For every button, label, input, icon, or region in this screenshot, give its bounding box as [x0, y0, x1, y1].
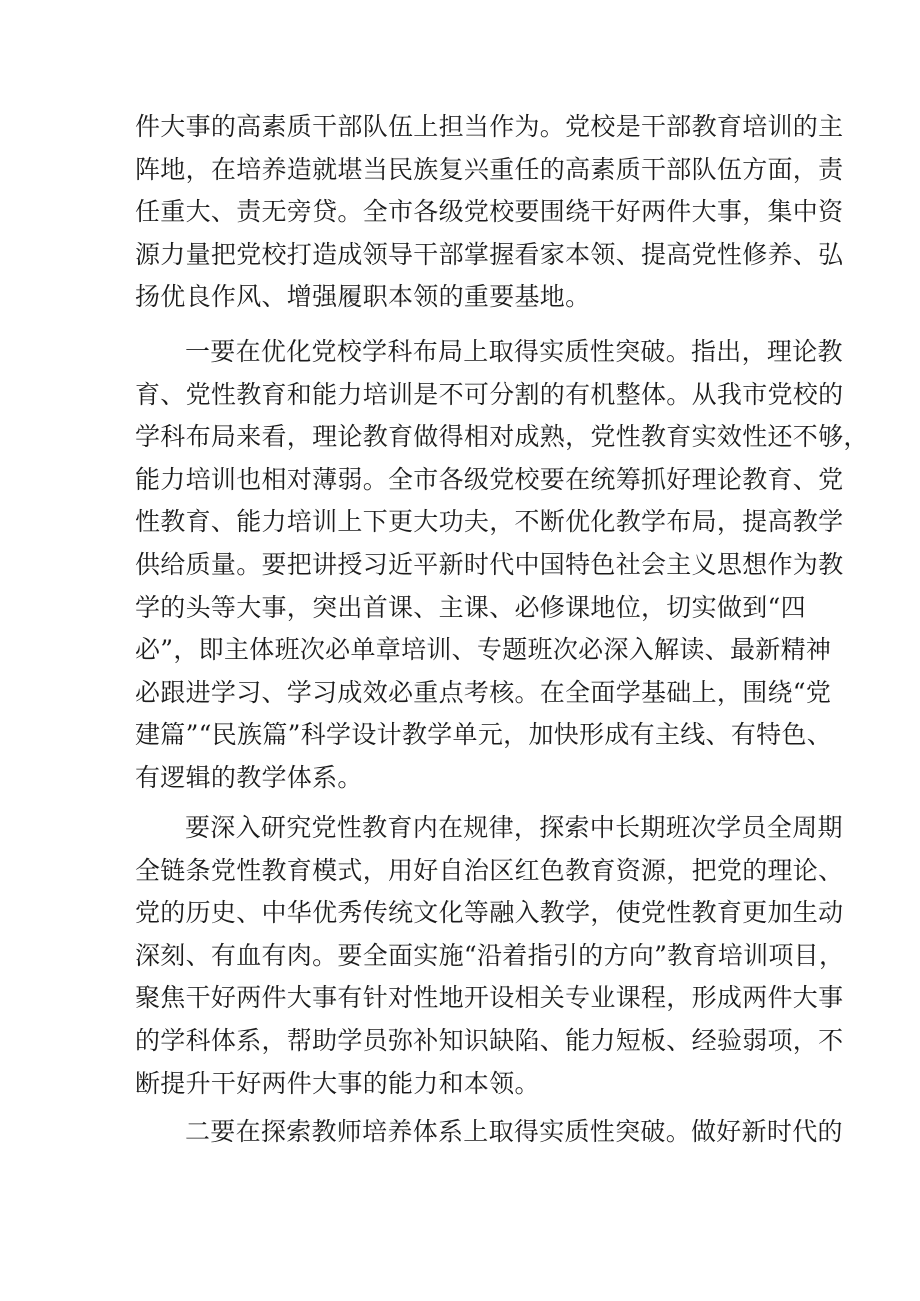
text-line: 党的历史、中华优秀传统文化等融入教学，使党性教育更加生动	[135, 898, 844, 928]
text-line: 育、党性教育和能力培训是不可分割的有机整体。从我市党校的	[135, 379, 844, 409]
paragraph-point-one	[135, 331, 869, 800]
paragraph-point-two	[135, 1111, 843, 1154]
text-line: 任重大、责无旁贷。全市各级党校要围绕干好两件大事，集中资	[135, 197, 844, 227]
text-line: 建篇”“民族篇”科学设计教学单元，加快形成有主线、有特色、	[135, 720, 833, 750]
text-line: 聚焦干好两件大事有针对性地开设相关专业课程，形成两件大事	[135, 983, 844, 1013]
text-line: 必跟进学习、学习成效必重点考核。在全面学基础上，围绕“党	[135, 677, 832, 707]
text-line: 要深入研究党性教育内在规律，探索中长期班次学员全周期	[185, 813, 843, 842]
text-line: 深刻、有血有肉。要全面实施“沿着指引的方向”教育培训项目，	[135, 940, 845, 970]
text-line: 必”，即主体班次必单章培训、专题班次必深入解读、最新精神	[135, 635, 832, 665]
text-line: 一要在优化党校学科布局上取得实质性突破。指出，理论教	[185, 337, 843, 366]
text-line: 能力培训也相对薄弱。全市各级党校要在统筹抓好理论教育、党	[135, 464, 844, 494]
paragraph-party-education	[135, 807, 845, 1105]
text-line: 阵地，在培养造就堪当民族复兴重任的高素质干部队伍方面，责	[135, 154, 844, 184]
text-line: 二要在探索教师培养体系上取得实质性突破。做好新时代的	[185, 1117, 843, 1146]
text-line: 学科布局来看，理论教育做得相对成熟，党性教育实效性还不够，	[135, 422, 869, 452]
text-line: 有逻辑的教学体系。	[135, 762, 363, 792]
text-line: 全链条党性教育模式，用好自治区红色教育资源，把党的理论、	[135, 855, 844, 885]
text-line: 供给质量。要把讲授习近平新时代中国特色社会主义思想作为教	[135, 549, 844, 579]
text-line: 性教育、能力培训上下更大功夫，不断优化教学布局，提高教学	[135, 507, 844, 537]
text-line: 件大事的高素质干部队伍上担当作为。党校是干部教育培训的主	[135, 112, 844, 141]
paragraph-intro	[135, 106, 844, 319]
text-line: 的学科体系，帮助学员弥补知识缺陷、能力短板、经验弱项，不	[135, 1025, 844, 1055]
text-line: 断提升干好两件大事的能力和本领。	[135, 1068, 540, 1098]
text-line: 源力量把党校打造成领导干部掌握看家本领、提高党性修养、弘	[135, 239, 844, 269]
text-line: 扬优良作风、增强履职本领的重要基地。	[135, 282, 591, 312]
text-line: 学的头等大事，突出首课、主课、必修课地位，切实做到“四	[135, 592, 806, 622]
